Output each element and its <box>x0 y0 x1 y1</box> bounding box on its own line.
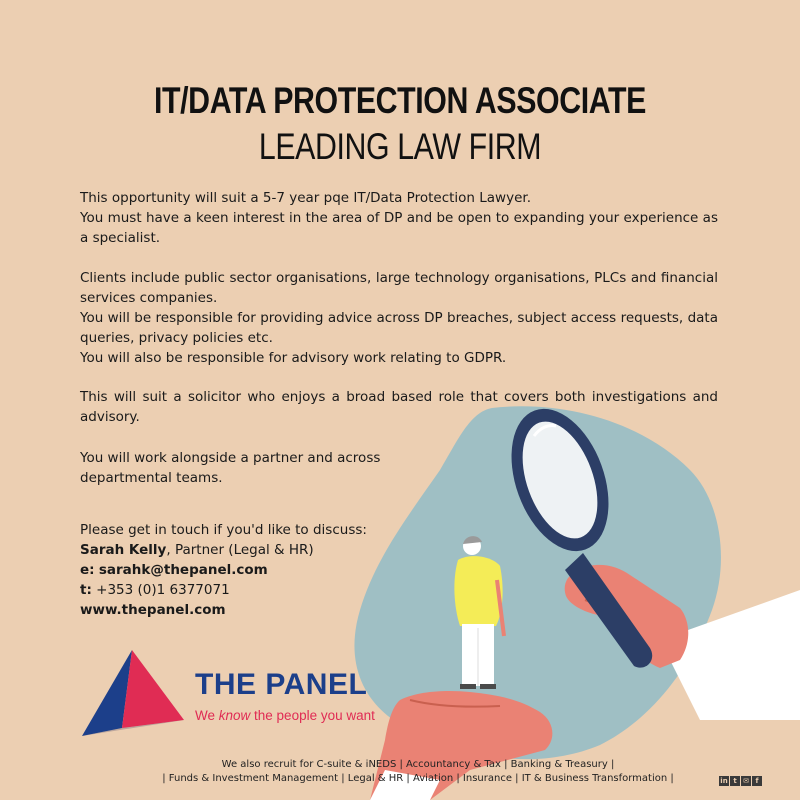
logo-triangle-icon <box>82 648 187 743</box>
body-line: This opportunity will suit a 5-7 year pqe IT/Data Protection Lawyer. <box>80 190 531 206</box>
contact-block <box>80 520 367 620</box>
contact-role: , Partner (Legal & HR) <box>166 542 314 558</box>
body-line: Clients include public sector organisations, large technology organisations, PLCs and financial services companies. <box>80 270 718 306</box>
email-icon[interactable]: ✉ <box>741 776 751 786</box>
contact-phone[interactable]: +353 (0)1 6377071 <box>96 582 230 598</box>
website-row <box>80 600 367 620</box>
linkedin-icon[interactable]: in <box>720 777 728 785</box>
facebook-icon[interactable]: f <box>752 776 762 786</box>
social-icons <box>719 776 762 786</box>
twitter-icon[interactable]: t <box>730 776 740 786</box>
body-line: This will suit a solicitor who enjoys a broad based role that covers both investigations and advisory. <box>80 389 718 425</box>
website-link[interactable]: www.thepanel.com <box>80 602 226 618</box>
intro-paragraph <box>80 188 718 248</box>
tagline-prefix: We <box>195 708 219 723</box>
body-line: You must have a keen interest in the area of DP and be open to expanding your experience as a specialist. <box>80 210 718 246</box>
tagline-emphasis: know <box>218 708 251 723</box>
footer-sectors-line2: | Funds & Investment Management | Legal & HR | Aviation | Insurance | IT & Business Transformation | <box>162 773 674 784</box>
body-line: You will be responsible for providing advice across DP breaches, subject access requests, data queries, privacy policies etc. <box>80 310 718 346</box>
the-panel-logo[interactable] <box>82 648 382 743</box>
clients-paragraph <box>80 268 718 368</box>
contact-intro: Please get in touch if you'd like to discuss: <box>80 522 367 538</box>
logo-name: THE PANEL <box>195 668 368 701</box>
contact-email-link[interactable]: sarahk@thepanel.com <box>98 562 268 578</box>
contact-phone-row <box>80 580 367 600</box>
contact-person <box>80 540 367 560</box>
team-paragraph <box>80 448 410 488</box>
email-label: e: <box>80 562 95 578</box>
suitability-paragraph <box>80 387 718 427</box>
tagline-suffix: the people you want <box>250 708 375 723</box>
person-body <box>454 556 502 626</box>
page-title: IT/DATA PROTECTION ASSOCIATE <box>154 80 646 121</box>
contact-email-row <box>80 560 367 580</box>
logo-tagline <box>195 708 375 723</box>
body-line: You will also be responsible for advisory work relating to GDPR. <box>80 350 507 366</box>
body-line: You will work alongside a partner and across departmental teams. <box>80 450 381 486</box>
contact-name: Sarah Kelly <box>80 542 167 558</box>
phone-label: t: <box>80 582 92 598</box>
footer-sectors-line1: We also recruit for C-suite & iNEDS | Accountancy & Tax | Banking & Treasury | <box>221 759 615 770</box>
page-subtitle: LEADING LAW FIRM <box>258 126 542 167</box>
